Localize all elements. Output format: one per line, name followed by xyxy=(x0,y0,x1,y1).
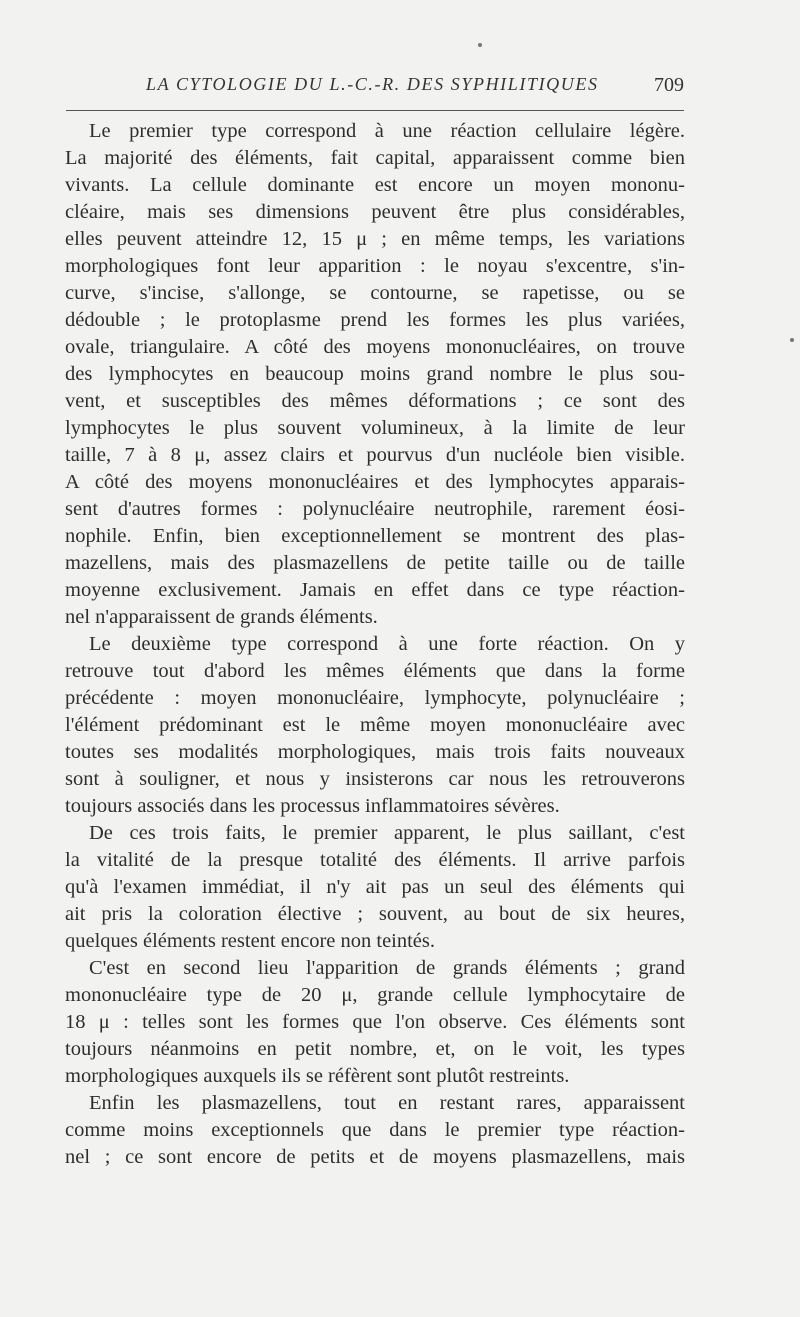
text-line: C'est en second lieu l'apparition de grands éléments ; grand xyxy=(89,957,685,979)
text-line: ovale, triangulaire. A côté des moyens mononucléaires, on trouve xyxy=(65,336,685,358)
text-line: qu'à l'examen immédiat, il n'y ait pas un seul des éléments qui xyxy=(65,876,685,898)
text-line: toujours associés dans les processus inflammatoires sévères. xyxy=(65,795,560,817)
print-speck xyxy=(790,338,794,342)
text-line: elles peuvent atteindre 12, 15 μ ; en même temps, les variations xyxy=(65,228,685,250)
text-line: La majorité des éléments, fait capital, apparaissent comme bien xyxy=(65,147,685,169)
text-line: De ces trois faits, le premier apparent, le plus saillant, c'est xyxy=(89,822,685,844)
text-line: Enfin les plasmazellens, tout en restant rares, apparaissent xyxy=(89,1092,685,1114)
text-line: toujours néanmoins en petit nombre, et, on le voit, les types xyxy=(65,1038,685,1060)
running-title: LA CYTOLOGIE DU L.-C.-R. DES SYPHILITIQUES xyxy=(146,74,599,94)
text-line: quelques éléments restent encore non teintés. xyxy=(65,930,436,952)
text-line: l'élément prédominant est le même moyen mononucléaire avec xyxy=(65,714,685,736)
text-line: cléaire, mais ses dimensions peuvent être plus considérables, xyxy=(65,201,685,223)
text-line: des lymphocytes en beaucoup moins grand nombre le plus sou- xyxy=(65,363,685,385)
text-line: vent, et susceptibles des mêmes déformations ; ce sont des xyxy=(65,390,685,412)
text-line: morphologiques auxquels ils se réfèrent sont plutôt restreints. xyxy=(65,1065,570,1087)
text-line: nel ; ce sont encore de petits et de moyens plasmazellens, mais xyxy=(65,1146,685,1168)
text-line: lymphocytes le plus souvent volumineux, à la limite de leur xyxy=(65,417,685,439)
text-line: ait pris la coloration élective ; souvent, au bout de six heures, xyxy=(65,903,685,925)
page-number: 709 xyxy=(654,74,684,96)
text-line: toutes ses modalités morphologiques, mais trois faits nouveaux xyxy=(65,741,685,763)
text-line: mazellens, mais des plasmazellens de petite taille ou de taille xyxy=(65,552,685,574)
text-line: morphologiques font leur apparition : le noyau s'excentre, s'in- xyxy=(65,255,685,277)
text-line: dédouble ; le protoplasme prend les formes les plus variées, xyxy=(65,309,685,331)
text-line: nophile. Enfin, bien exceptionnellement se montrent des plas- xyxy=(65,525,685,547)
text-line: nel n'apparaissent de grands éléments. xyxy=(65,606,378,628)
text-line: comme moins exceptionnels que dans le premier type réaction- xyxy=(65,1119,685,1141)
print-speck xyxy=(478,43,482,47)
text-line: Le deuxième type correspond à une forte réaction. On y xyxy=(89,633,685,655)
text-line: la vitalité de la presque totalité des éléments. Il arrive parfois xyxy=(65,849,685,871)
text-line: sont à souligner, et nous y insisterons car nous les retrouverons xyxy=(65,768,685,790)
text-line: taille, 7 à 8 μ, assez clairs et pourvus d'un nucléole bien visible. xyxy=(65,444,685,466)
text-line: mononucléaire type de 20 μ, grande cellule lymphocytaire de xyxy=(65,984,685,1006)
running-header xyxy=(146,74,684,104)
text-line: Le premier type correspond à une réaction cellulaire légère. xyxy=(89,120,685,142)
text-line: sent d'autres formes : polynucléaire neutrophile, rarement éosi- xyxy=(65,498,685,520)
text-line: curve, s'incise, s'allonge, se contourne, se rapetisse, ou se xyxy=(65,282,685,304)
header-rule xyxy=(66,110,684,111)
text-line: précédente : moyen mononucléaire, lymphocyte, polynucléaire ; xyxy=(65,687,685,709)
text-line: moyenne exclusivement. Jamais en effet dans ce type réaction- xyxy=(65,579,685,601)
text-line: A côté des moyens mononucléaires et des lymphocytes apparais- xyxy=(65,471,685,493)
text-line: 18 μ : telles sont les formes que l'on observe. Ces éléments sont xyxy=(65,1011,685,1033)
text-line: vivants. La cellule dominante est encore un moyen mononu- xyxy=(65,174,685,196)
body-text xyxy=(65,118,685,1171)
text-line: retrouve tout d'abord les mêmes éléments que dans la forme xyxy=(65,660,685,682)
